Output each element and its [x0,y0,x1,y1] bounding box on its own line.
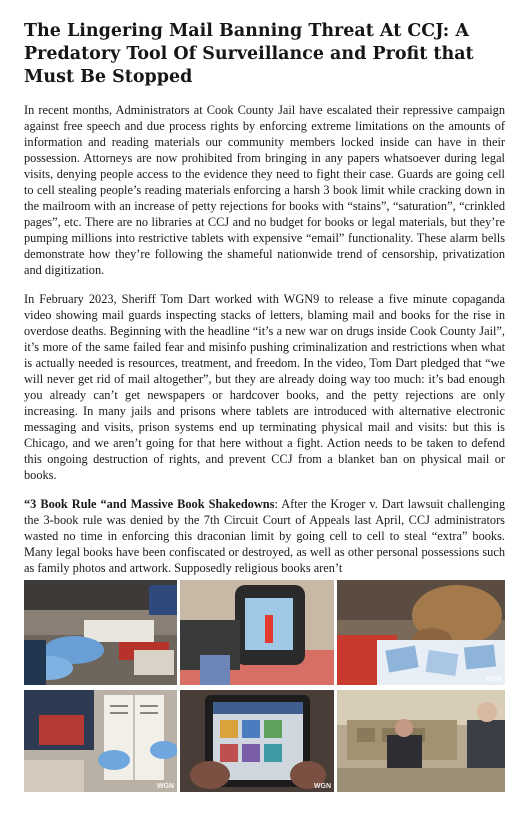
article [24,20,505,576]
section-text: : After the Kroger v. Dart lawsuit challenging the 3-book rule was denied by the 7th Circuit Court of Appeals last April, CCJ administrators wasted no time in enforcing this draconian limit by going cell to cell to steal “extra” books. Many legal books have been confiscated or destroyed, as well as other personal possessions such as family photos and artwork. Supposedly religious books aren’t [24,497,506,575]
paragraph-1: In recent months, Administrators at Cook County Jail have escalated their repressive campaign against free speech and due process rights by enforcing extreme limitations on the amounts of information and reading materials our community members locked inside can have in their possession. Attorneys are now prohibited from bringing in any papers whatsoever during legal visits, denying people access to the evidence they need to fight their case. Guards are going cell to cell stealing people’s reading materials enforcing a harsh 3 book limit while cracking down in the mailroom with an increase of petty rejections for books with “stains”, “saturation”, “crinkled pages”, etc. There are no libraries at CCJ and no budget for books or legal materials, but they’re pumping millions into restrictive tablets with expensive “email” functionality. These alarm bells demonstrate how they’re following the shameful nationwide trend of censorship, privatization and digitization. [24,103,505,277]
watermark-logo: WGN [484,676,502,683]
watermark-logo: WGN [156,783,174,790]
photo-drug-scanner [180,580,334,685]
photo-tablet [180,690,334,792]
paragraph-3 [24,496,505,576]
photo-mailroom-staff [337,690,505,792]
paragraph-2: In February 2023, Sheriff Tom Dart worked with WGN9 to release a five minute copaganda video showing mail guards inspecting stacks of letters, blaming mail and books for the rise in overdose deaths. Beginning with the headline “it’s a new war on drugs inside Cook County Jail”, it’s more of the same failed fear and misinfo pushing criminalization and restrictions when what is actually needed is resources, treatment, and freedom. In the video, Tom Dart pledged that “we will never get rid of mail altogether”, but they are already doing way too much: it’s bad enough you already can’t get newspapers or hardcover books, and the petty rejections are only increasing. In many jails and prisons where tablets are introduced with alternative electronic messaging and visits, prison systems end up terminating physical mail and visits: but this is Chicago, and we aren’t going for that here without a fight. Action needs to be taken to defend this ongoing destruction of rights, and prevent CCJ from a blanket ban on physical mail or books. [24,292,505,482]
section-lead: “3 Book Rule “and Massive Book Shakedowns [24,497,275,511]
photo-grid [24,580,505,792]
article-title: The Lingering Mail Banning Threat At CCJ: A Predatory Tool Of Surveillance and Profit that Must Be Stopped [24,21,474,87]
photo-detection-dog [337,580,505,685]
article-body [24,102,505,576]
watermark-logo: WGN [313,783,331,790]
photo-mailroom-sorting [24,580,177,685]
photo-book-inspection [24,690,177,792]
